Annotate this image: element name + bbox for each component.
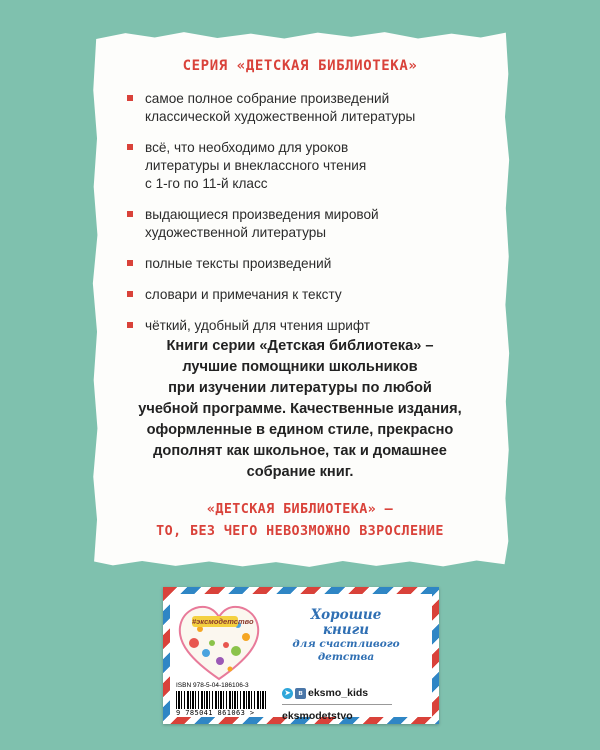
divider (282, 704, 392, 705)
social-handle: eksmo_kids (308, 687, 369, 699)
telegram-icon: ➤ (282, 688, 293, 699)
bullet-square-icon (127, 260, 133, 266)
feature-item: выдающиеся произведения мировой художественной литературы (127, 206, 457, 242)
series-description: Книги серии «Детская библиотека» – лучшие помощники школьников при изучении литературы по любой учебной программе. Качественные издания, оформленные в едином стиле, прекрасно дополнят как школьное, так и домашнее собрание книг. (138, 338, 462, 480)
barcode (176, 691, 268, 709)
barcode-digits: 9 785041 861063 > (176, 709, 255, 717)
series-slogan: «ДЕТСКАЯ БИБЛИОТЕКА» – ТО, БЕЗ ЧЕГО НЕВОЗМОЖНО ВЗРОСЛЕНИЕ (156, 502, 444, 539)
feature-item: чёткий, удобный для чтения шрифт (127, 317, 457, 335)
isbn-label: ISBN 978-5-04-186106-3 (176, 682, 249, 689)
website-row (282, 709, 432, 723)
heart-logo-icon (176, 603, 262, 683)
feature-item: всё, что необходимо для уроков литературы и внеклассного чтения с 1-го по 11-й класс (127, 139, 457, 193)
hashtag-label: #эксмодетство (192, 617, 254, 626)
good-books-slogan: Хорошие книги для счастливого детства (292, 607, 400, 663)
bullet-square-icon (127, 291, 133, 297)
feature-item: словари и примечания к тексту (127, 286, 457, 304)
bullet-square-icon (127, 322, 133, 328)
feature-list (127, 90, 457, 348)
barcode-block (176, 682, 272, 716)
social-links (282, 686, 432, 723)
series-title: СЕРИЯ «ДЕТСКАЯ БИБЛИОТЕКА» (182, 58, 418, 74)
bullet-square-icon (127, 211, 133, 217)
feature-item: самое полное собрание произведений классической художественной литературы (127, 90, 457, 126)
airmail-envelope (163, 587, 439, 724)
bullet-square-icon (127, 95, 133, 101)
social-row (282, 686, 432, 700)
bullet-square-icon (127, 144, 133, 150)
vk-icon: в (295, 688, 306, 699)
envelope-content (170, 594, 432, 722)
website-label: eksmodetstvo (282, 710, 353, 722)
feature-item: полные тексты произведений (127, 255, 457, 273)
